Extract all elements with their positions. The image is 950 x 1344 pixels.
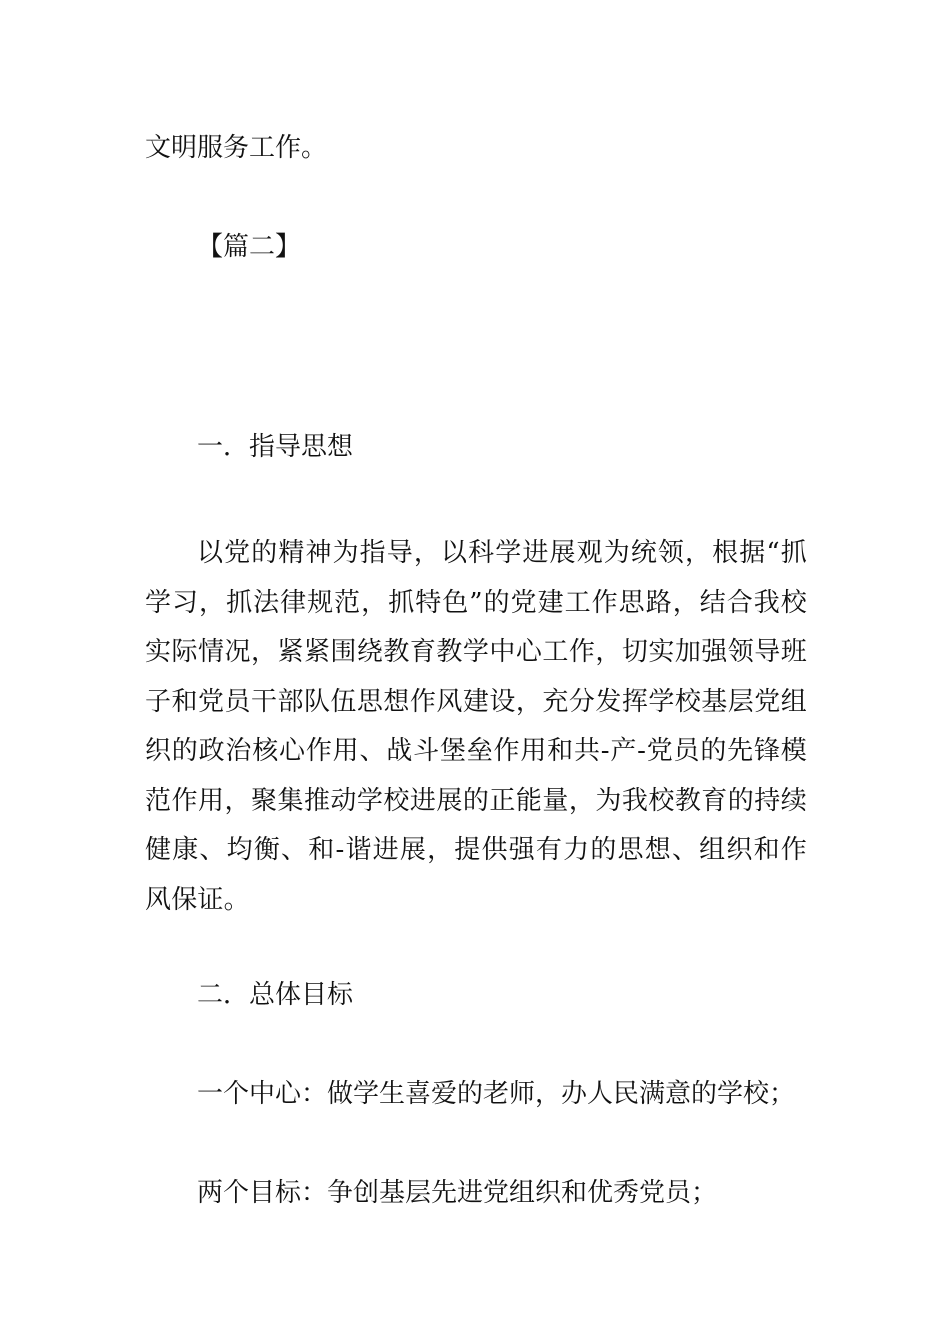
- goal-one-center: 一个中心：做学生喜爱的老师，办人民满意的学校；: [197, 1079, 796, 1109]
- heading-guiding-ideology: 一．指导思想: [197, 432, 354, 462]
- goal-two-targets: 两个目标：争创基层先进党组织和优秀党员；: [197, 1178, 718, 1208]
- continuation-text: 文明服务工作。: [145, 133, 328, 163]
- paragraph-guiding-ideology: 以党的精神为指导，以科学进展观为统领，根据“抓学习，抓法律规范，抓特色”的党建工作思路，结合我校实际情况，紧紧围绕教育教学中心工作，切实加强领导班子和党员干部队伍思想作风建设，充分发挥学校基层党组织的政治核心作用、战斗堡垒作用和共-产-党员的先锋模范作用，聚集推动学校进展的正能量，为我校教育的持续健康、均衡、和-谐进展，提供强有力的思想、组织和作风保证。: [145, 538, 807, 915]
- heading-overall-goals: 二．总体目标: [197, 980, 354, 1010]
- section-marker: 【篇二】: [197, 232, 302, 262]
